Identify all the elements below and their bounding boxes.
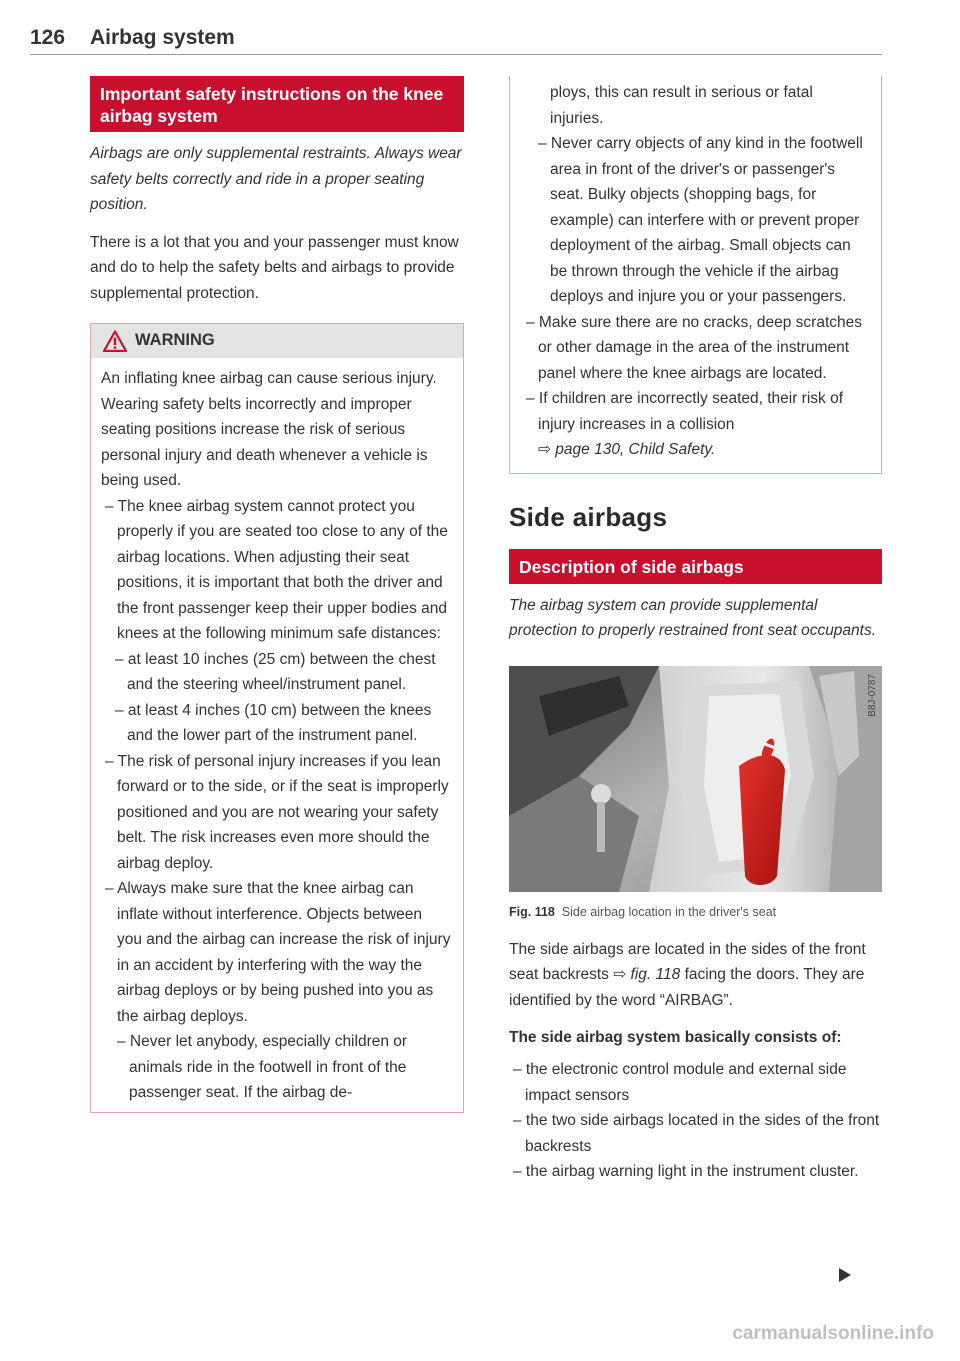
page-header (30, 22, 882, 55)
page-number: 126 (30, 26, 66, 49)
warning-subbullet: – Never carry objects of any kind in the footwell area in front of the driver's or passenger's seat. Bulky objects (shopping bags, for example) can interfere with or prevent proper deployment of the airbag. Small objects can be thrown through the vehicle if the airbag deploys and injure you or your passengers. (538, 135, 863, 305)
caption-text: Side airbag location in the driver's seat (561, 904, 777, 919)
warning-triangle-icon (103, 330, 127, 352)
list-heading: The side airbag system basically consists of: (509, 1029, 842, 1046)
list-item: – the two side airbags located in the sides of the front backrests (513, 1112, 880, 1155)
warning-continuation (509, 76, 882, 474)
body-paragraph (509, 937, 882, 1014)
warning-bullet: – The risk of personal injury increases if you lean forward or to the side, or if the seat is improperly positioned and you are not wearing your safety belt. The risk increases even more should the airbag deploy. (105, 752, 449, 872)
components-list (509, 1057, 882, 1185)
right-column (509, 76, 882, 1185)
warning-subbullet: – Never let anybody, especially children or animals ride in the footwell in front of the passenger seat. If the airbag de- (117, 1033, 408, 1101)
section-title: Side airbags (509, 501, 668, 532)
continue-arrow-icon (839, 1268, 851, 1282)
warning-bullet (522, 386, 867, 463)
left-column (90, 76, 464, 1113)
seat-illustration (509, 666, 882, 892)
section-banner-side-airbags: Description of side airbags (509, 549, 882, 584)
list-item: – the electronic control module and external side impact sensors (513, 1061, 847, 1104)
warning-header (91, 324, 463, 358)
intro-text: The airbag system can provide supplemental protection to properly restrained front seat occupants. (509, 596, 877, 639)
watermark: carmanualsonline.info (732, 1323, 934, 1344)
warning-bullet-text: – If children are incorrectly seated, their risk of injury increases in a collision (526, 390, 844, 433)
warning-title: WARNING (135, 331, 215, 349)
figure-seat-airbag (509, 666, 882, 892)
page-reference-link[interactable]: ⇨ page 130, Child Safety. (538, 441, 716, 458)
warning-bullet: – Always make sure that the knee airbag can inflate without interference. Objects between you and the airbag can increase the risk of injury in an accident by interfering with the way the airbag deploys or by being pushed into you as the airbag deploys. (105, 880, 451, 1025)
figure-code: B8J-0787 (867, 673, 878, 717)
warning-body (91, 358, 463, 1112)
warning-subbullet: – at least 4 inches (10 cm) between the knees and the lower part of the instrument panel. (115, 701, 432, 744)
intro-text: Airbags are only supplemental restraints. Always wear safety belts correctly and ride in a proper seating position. (90, 145, 462, 213)
body-text: The side airbags are located in the sides of the front seat backrests (509, 940, 866, 983)
body-text: facing the doors. They are identified by the word “AIRBAG”. (509, 966, 865, 1009)
warning-continuation-text: ploys, this can result in serious or fatal injuries. (550, 84, 813, 127)
section-banner-knee-airbag: Important safety instructions on the knee airbag system (90, 76, 464, 132)
body-paragraph: There is a lot that you and your passenger must know and do to help the safety belts and airbags to provide supplemental protection. (90, 233, 459, 302)
warning-lead: An inflating knee airbag can cause serious injury. Wearing safety belts incorrectly and improper seating positions increase the risk of serious personal injury and death whenever a vehicle is being used. (101, 370, 437, 489)
figure-caption (509, 905, 882, 919)
list-item: – the airbag warning light in the instrument cluster. (513, 1163, 859, 1180)
warning-bullet: – The knee airbag system cannot protect you properly if you are seated too close to any of the airbag locations. When adjusting their seat positions, it is important that both the driver and the front passenger keep their upper bodies and knees at the following minimum safe distances: (105, 497, 448, 642)
running-title: Airbag system (90, 26, 235, 49)
warning-bullet: – Make sure there are no cracks, deep scratches or other damage in the area of the instrument panel where the knee airbags are located. (526, 313, 862, 382)
warning-subbullet: – at least 10 inches (25 cm) between the chest and the steering wheel/instrument panel. (115, 650, 436, 693)
figure-reference-link[interactable]: ⇨ fig. 118 (613, 966, 681, 983)
caption-label: Fig. 118 (509, 904, 555, 919)
warning-box (90, 323, 464, 1113)
